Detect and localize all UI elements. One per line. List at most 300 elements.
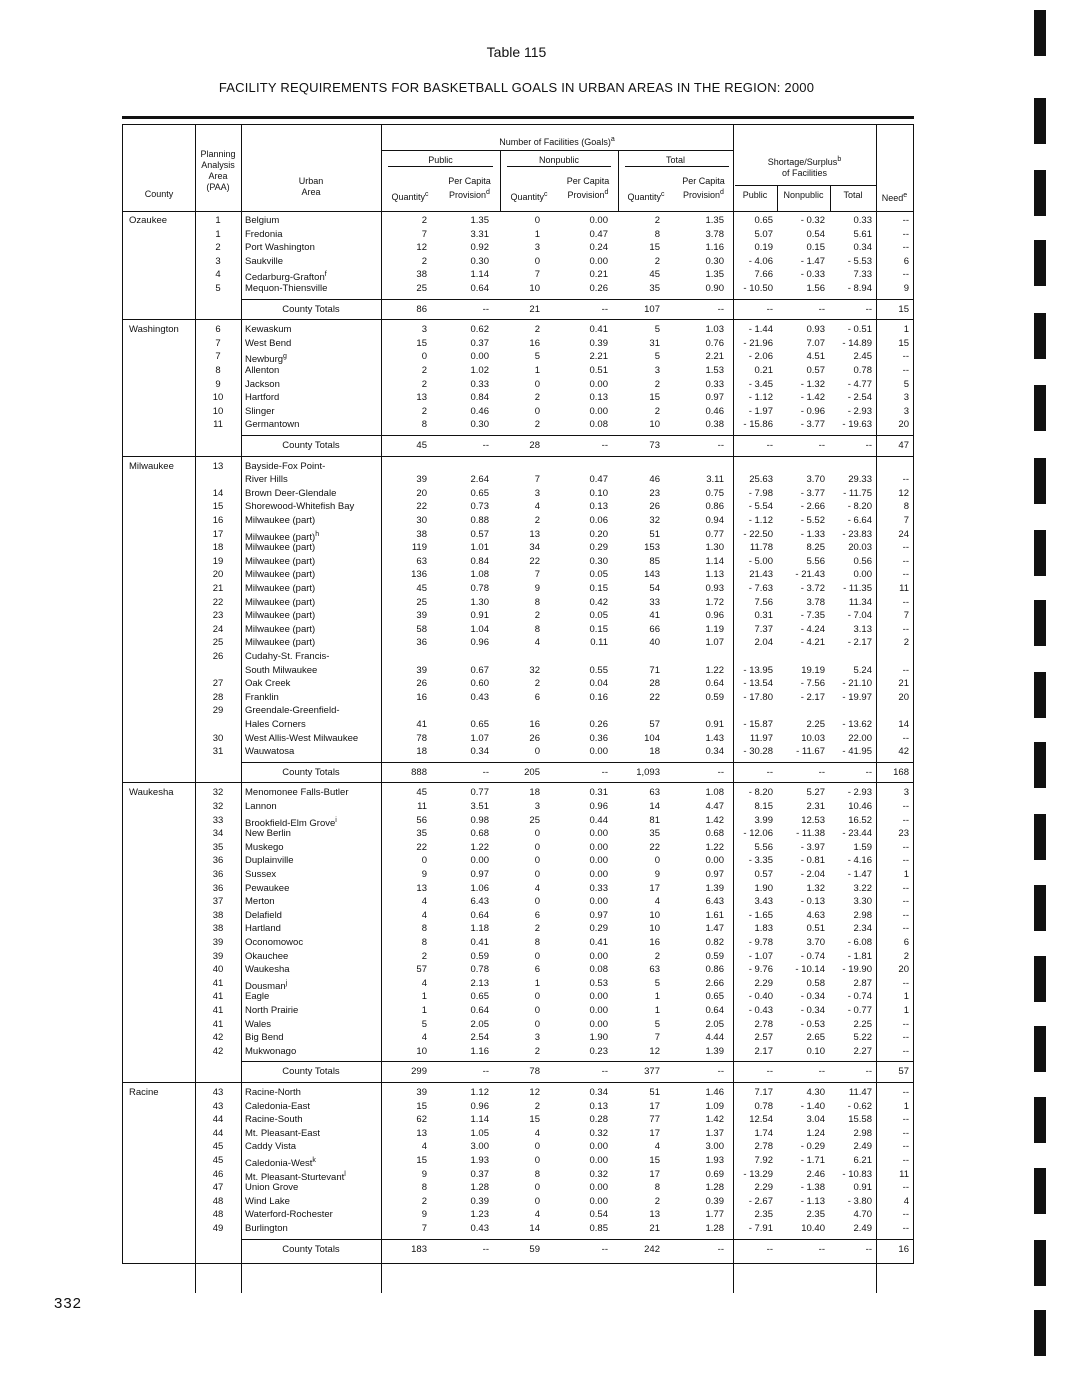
public-per-capita-cell bbox=[439, 1141, 489, 1152]
cell-value: - 0.40 bbox=[748, 991, 773, 1003]
cell-value: 0.64 bbox=[705, 1005, 724, 1016]
nonpublic-per-capita-cell bbox=[558, 324, 608, 335]
cell-value: 4.30 bbox=[806, 1087, 825, 1098]
cell-value: - 12.06 bbox=[743, 828, 773, 840]
cell-value: 0.34 bbox=[470, 746, 489, 758]
cell-value: 13 bbox=[649, 1209, 660, 1221]
cell-value: 0.65 bbox=[470, 719, 489, 730]
cell-value: 51 bbox=[649, 1087, 660, 1098]
cell-value: 3.00 bbox=[470, 1141, 489, 1153]
cell-value: 13 bbox=[416, 392, 427, 404]
total-per-capita-cell bbox=[674, 991, 724, 1002]
shortage-total-cell bbox=[830, 242, 872, 253]
total-per-capita-cell bbox=[674, 869, 724, 880]
total-quantity-cell bbox=[618, 610, 660, 621]
shortage-public-cell bbox=[733, 1169, 773, 1180]
cell-value: 56 bbox=[416, 814, 427, 826]
paa-cell bbox=[195, 978, 241, 989]
paa-cell bbox=[195, 855, 241, 866]
public-per-capita-cell bbox=[439, 542, 489, 553]
cell-value: 22 bbox=[649, 691, 660, 703]
shortage-public-cell bbox=[733, 474, 773, 485]
cell-value: 33 bbox=[649, 596, 660, 608]
nonpublic-quantity-cell bbox=[500, 215, 540, 226]
shortage-public-cell bbox=[733, 515, 773, 526]
shortage-public-cell bbox=[733, 869, 773, 880]
cell-value: 15 bbox=[529, 1114, 540, 1126]
cell-value: 0.00 bbox=[853, 569, 872, 581]
cell-value: 0.65 bbox=[705, 991, 724, 1003]
cell-value: 0.00 bbox=[589, 746, 608, 758]
need-cell bbox=[876, 1141, 909, 1152]
public-quantity-cell bbox=[381, 1141, 427, 1152]
nonpublic-quantity-cell bbox=[500, 883, 540, 894]
nonpublic-per-capita-cell bbox=[558, 283, 608, 294]
county-totals-cell: -- bbox=[766, 1066, 773, 1078]
cell-value: 0 bbox=[654, 855, 660, 867]
cell-value: - 2.93 bbox=[847, 787, 872, 799]
total-per-capita-cell bbox=[674, 1141, 724, 1152]
public-per-capita-cell bbox=[439, 1223, 489, 1234]
cell-value: - 13.95 bbox=[743, 664, 773, 676]
nonpublic-quantity-cell bbox=[500, 597, 540, 608]
shortage-total-cell bbox=[830, 1182, 872, 1193]
cell-value: 0.30 bbox=[470, 419, 489, 431]
cell-value: - 5.53 bbox=[847, 255, 872, 267]
nonpublic-per-capita-cell bbox=[558, 692, 608, 703]
shortage-public-cell bbox=[733, 269, 773, 280]
cell-value: Newburg bbox=[245, 354, 284, 366]
cell-value: - 19.63 bbox=[842, 419, 872, 431]
urban-area-cell bbox=[245, 624, 381, 635]
shortage-public-cell bbox=[733, 1101, 773, 1112]
total-quantity-cell bbox=[618, 801, 660, 812]
public-quantity-cell bbox=[381, 283, 427, 294]
shortage-total-cell bbox=[830, 597, 872, 608]
nonpublic-per-capita-cell bbox=[558, 1182, 608, 1193]
public-per-capita-cell bbox=[439, 1209, 489, 1220]
need-cell bbox=[876, 556, 909, 567]
urban-area-cell bbox=[245, 869, 381, 880]
need-cell bbox=[876, 392, 909, 403]
cell-value: 2.45 bbox=[853, 351, 872, 363]
cell-value: 0.39 bbox=[470, 1195, 489, 1207]
cell-value: 0.91 bbox=[853, 1182, 872, 1194]
cell-value: 1.35 bbox=[705, 215, 724, 226]
cell-value: 12 bbox=[416, 242, 427, 254]
cell-value: 0.68 bbox=[705, 828, 724, 840]
need-cell bbox=[876, 338, 909, 349]
shortage-total-cell bbox=[830, 896, 872, 907]
cell-value: 0.00 bbox=[589, 1182, 608, 1194]
paa-cell bbox=[195, 828, 241, 839]
cell-value: 71 bbox=[649, 664, 660, 676]
cell-value: 5 bbox=[903, 378, 909, 390]
cell-value: - 9.76 bbox=[748, 964, 773, 976]
shortage-nonpublic-cell bbox=[777, 815, 825, 826]
registration-mark bbox=[1034, 458, 1046, 504]
cell-value: 15 bbox=[416, 1155, 427, 1166]
need-cell bbox=[876, 488, 909, 499]
public-quantity-cell bbox=[381, 597, 427, 608]
cell-value: 5.61 bbox=[853, 228, 872, 240]
total-quantity-cell bbox=[618, 787, 660, 798]
shortage-total-cell bbox=[830, 1169, 872, 1180]
shortage-public-cell bbox=[733, 815, 773, 826]
need-cell bbox=[876, 229, 909, 240]
paa-cell bbox=[195, 1032, 241, 1043]
header-nonpublic: Nonpublic bbox=[538, 155, 580, 165]
header-s-total: Total bbox=[843, 190, 863, 200]
cell-value: 1.03 bbox=[705, 324, 724, 336]
county-totals-cell: 57 bbox=[898, 1066, 909, 1078]
cell-value: - 13.62 bbox=[842, 719, 872, 730]
paa-cell bbox=[195, 461, 241, 472]
cell-value: 43 bbox=[212, 1100, 224, 1112]
cell-value: 0.58 bbox=[806, 977, 825, 989]
urban-area-cell bbox=[245, 1101, 381, 1112]
cell-value: - 6.64 bbox=[847, 515, 872, 526]
nonpublic-per-capita-cell bbox=[558, 242, 608, 253]
cell-value: -- bbox=[902, 1141, 909, 1153]
shortage-public-cell bbox=[733, 1128, 773, 1139]
cell-value: 7 bbox=[903, 515, 909, 526]
public-quantity-cell bbox=[381, 1019, 427, 1030]
total-per-capita-cell bbox=[674, 923, 724, 934]
paa-cell bbox=[195, 419, 241, 430]
cell-value: 14 bbox=[649, 801, 660, 812]
cell-value: 11 bbox=[899, 583, 909, 594]
public-per-capita-cell bbox=[439, 283, 489, 294]
urban-area-cell bbox=[245, 283, 381, 294]
public-quantity-cell bbox=[381, 719, 427, 730]
paa-cell bbox=[195, 365, 241, 376]
total-per-capita-cell bbox=[674, 1005, 724, 1016]
cell-value: 22.00 bbox=[848, 732, 872, 744]
shortage-nonpublic-cell bbox=[777, 937, 825, 948]
total-per-capita-cell bbox=[674, 1182, 724, 1193]
public-quantity-cell bbox=[381, 991, 427, 1002]
urban-area-cell bbox=[245, 610, 381, 621]
cell-value: - 0.74 bbox=[847, 991, 872, 1003]
paa-cell bbox=[195, 242, 241, 253]
cell-value: 23 bbox=[649, 487, 660, 499]
nonpublic-per-capita-cell bbox=[558, 379, 608, 390]
cell-value: 0.23 bbox=[589, 1045, 608, 1057]
paa-cell bbox=[195, 1196, 241, 1207]
nonpublic-quantity-cell bbox=[500, 324, 540, 335]
total-quantity-cell bbox=[618, 351, 660, 362]
cell-value: 38 bbox=[212, 923, 224, 935]
shortage-total-cell bbox=[830, 964, 872, 975]
county-totals-cell: 73 bbox=[649, 440, 660, 451]
header-county: County bbox=[144, 189, 174, 199]
total-per-capita-cell bbox=[674, 474, 724, 485]
public-per-capita-cell bbox=[439, 242, 489, 253]
cell-value: - 0.81 bbox=[800, 855, 825, 867]
cell-value: 41 bbox=[212, 991, 224, 1003]
cell-value: - 9.78 bbox=[748, 937, 773, 948]
cell-value: 2 bbox=[534, 678, 540, 690]
cell-value: 0.97 bbox=[705, 869, 724, 880]
cell-value: 0.42 bbox=[589, 596, 608, 608]
cell-value: - 3.35 bbox=[748, 855, 773, 867]
urban-area-cell bbox=[245, 815, 381, 829]
urban-area-cell bbox=[245, 461, 381, 472]
paa-cell bbox=[195, 1155, 241, 1166]
urban-area-cell bbox=[245, 1182, 381, 1193]
urban-area-cell bbox=[245, 501, 381, 512]
public-quantity-cell bbox=[381, 842, 427, 853]
cell-value: 10.03 bbox=[801, 732, 825, 744]
cell-value: -- bbox=[902, 882, 909, 894]
cell-value: 0.36 bbox=[589, 732, 608, 744]
public-per-capita-cell bbox=[439, 556, 489, 567]
shortage-nonpublic-cell bbox=[777, 1032, 825, 1043]
total-per-capita-cell bbox=[674, 351, 724, 362]
shortage-public-cell bbox=[733, 488, 773, 499]
cell-value: 35 bbox=[416, 828, 427, 840]
cell-value: -- bbox=[902, 801, 909, 812]
cell-value: -- bbox=[902, 1155, 909, 1166]
need-cell bbox=[876, 855, 909, 866]
cell-value: 7.56 bbox=[754, 596, 773, 608]
cell-value: 0.96 bbox=[470, 637, 489, 649]
cell-value: 78 bbox=[416, 732, 427, 744]
need-cell bbox=[876, 515, 909, 526]
urban-area-cell bbox=[245, 842, 381, 853]
total-per-capita-cell bbox=[674, 392, 724, 403]
cell-value: 15 bbox=[649, 392, 660, 404]
cell-value: Allenton bbox=[245, 365, 280, 376]
public-per-capita-cell bbox=[439, 842, 489, 853]
county-totals-label: County Totals bbox=[282, 440, 340, 451]
shortage-nonpublic-cell bbox=[777, 406, 825, 417]
county-totals-cell: 205 bbox=[524, 766, 540, 778]
total-quantity-cell bbox=[618, 678, 660, 689]
urban-area-cell bbox=[245, 991, 381, 1002]
paa-cell bbox=[195, 324, 241, 335]
county-totals-cell: -- bbox=[818, 303, 825, 315]
total-quantity-cell bbox=[618, 746, 660, 757]
shortage-total-cell bbox=[830, 515, 872, 526]
public-per-capita-cell bbox=[439, 1169, 489, 1180]
cell-value: - 0.51 bbox=[847, 324, 872, 336]
public-per-capita-cell bbox=[439, 1087, 489, 1098]
cell-value: - 0.13 bbox=[800, 896, 825, 908]
urban-area-cell bbox=[245, 910, 381, 921]
cell-value: - 19.90 bbox=[842, 964, 872, 976]
cell-value: 2.05 bbox=[470, 1018, 489, 1030]
cell-value: 49 bbox=[212, 1223, 224, 1234]
public-quantity-cell bbox=[381, 678, 427, 689]
cell-value: Milwaukee (part) bbox=[245, 596, 316, 608]
need-cell bbox=[876, 1128, 909, 1139]
cell-value: 1.93 bbox=[470, 1155, 489, 1166]
total-per-capita-cell bbox=[674, 229, 724, 240]
cell-value: 0.32 bbox=[589, 1127, 608, 1139]
cell-value: - 10.83 bbox=[842, 1168, 872, 1180]
public-per-capita-cell bbox=[439, 269, 489, 280]
shortage-total-cell bbox=[830, 1155, 872, 1166]
shortage-total-cell bbox=[830, 1046, 872, 1057]
cell-value: 13 bbox=[212, 460, 224, 472]
total-per-capita-cell bbox=[674, 692, 724, 703]
nonpublic-quantity-cell bbox=[500, 869, 540, 880]
cell-value: 3.78 bbox=[806, 596, 825, 608]
total-per-capita-cell bbox=[674, 1128, 724, 1139]
shortage-nonpublic-cell bbox=[777, 351, 825, 362]
total-quantity-cell bbox=[618, 229, 660, 240]
section-rule bbox=[123, 319, 913, 320]
shortage-nonpublic-cell bbox=[777, 501, 825, 512]
cell-value: 17 bbox=[212, 528, 224, 540]
urban-area-cell bbox=[245, 1114, 381, 1125]
paa-cell bbox=[195, 1101, 241, 1112]
public-per-capita-cell bbox=[439, 883, 489, 894]
public-quantity-cell bbox=[381, 529, 427, 540]
county-totals-cell: -- bbox=[482, 766, 489, 778]
cell-value: - 1.97 bbox=[748, 405, 773, 417]
cell-value: 0.15 bbox=[806, 242, 825, 254]
cell-value: 0.64 bbox=[470, 283, 489, 294]
public-quantity-cell bbox=[381, 406, 427, 417]
cell-value: 30 bbox=[212, 732, 224, 744]
cell-value: - 4.77 bbox=[847, 378, 872, 390]
shortage-public-cell bbox=[733, 964, 773, 975]
cell-value: 0.26 bbox=[589, 719, 608, 730]
shortage-nonpublic-cell bbox=[777, 978, 825, 989]
cell-value: 20 bbox=[416, 487, 427, 499]
nonpublic-quantity-cell bbox=[500, 991, 540, 1002]
county-totals-label: County Totals bbox=[282, 303, 340, 315]
cell-value: 11.78 bbox=[749, 542, 773, 554]
shortage-public-cell bbox=[733, 324, 773, 335]
public-per-capita-cell bbox=[439, 719, 489, 730]
county-totals-cell: -- bbox=[865, 766, 872, 778]
cell-value: Big Bend bbox=[245, 1032, 284, 1044]
cell-value: - 2.93 bbox=[847, 405, 872, 417]
cell-value: 2 bbox=[534, 1045, 540, 1057]
public-per-capita-cell bbox=[439, 951, 489, 962]
cell-value: 3.78 bbox=[705, 228, 724, 240]
cell-value: - 1.32 bbox=[800, 378, 825, 390]
cell-value: 21.43 bbox=[749, 569, 773, 581]
cell-value: 3.99 bbox=[754, 814, 773, 826]
cell-value: 0.94 bbox=[705, 515, 724, 526]
registration-mark bbox=[1034, 170, 1046, 216]
totals-rule bbox=[241, 1239, 913, 1240]
cell-value: 0.46 bbox=[470, 405, 489, 417]
cell-value: 0.37 bbox=[470, 337, 489, 349]
cell-value: 0.65 bbox=[470, 487, 489, 499]
cell-value: 16 bbox=[649, 937, 660, 948]
nonpublic-per-capita-cell bbox=[558, 351, 608, 362]
total-per-capita-cell bbox=[674, 379, 724, 390]
cell-value: 38 bbox=[212, 909, 224, 921]
paa-cell bbox=[195, 1087, 241, 1098]
cell-value: 19.19 bbox=[801, 664, 825, 676]
cell-value: 46 bbox=[649, 474, 660, 486]
cell-value: 0 bbox=[534, 378, 540, 390]
cell-value: - 0.43 bbox=[748, 1005, 773, 1016]
county-totals-cell: 78 bbox=[529, 1066, 540, 1078]
urban-area-cell bbox=[245, 338, 381, 349]
cell-value: 0.55 bbox=[589, 664, 608, 676]
shortage-nonpublic-cell bbox=[777, 787, 825, 798]
cell-value: 0.16 bbox=[589, 691, 608, 703]
public-quantity-cell bbox=[381, 501, 427, 512]
total-per-capita-cell bbox=[674, 365, 724, 376]
cell-value: Greendale-Greenfield- bbox=[245, 705, 340, 717]
cell-value: 1.83 bbox=[754, 923, 773, 935]
total-quantity-cell bbox=[618, 283, 660, 294]
shortage-public-cell bbox=[733, 665, 773, 676]
header-quantity: Quantity$^c$ bbox=[391, 191, 429, 202]
total-quantity-cell bbox=[618, 964, 660, 975]
cell-value: 0.68 bbox=[470, 828, 489, 840]
cell-value: 0.57 bbox=[470, 528, 489, 540]
shortage-total-cell bbox=[830, 1196, 872, 1207]
cell-value: 0.00 bbox=[589, 1018, 608, 1030]
paa-cell bbox=[195, 937, 241, 948]
shortage-total-cell bbox=[830, 883, 872, 894]
paa-cell bbox=[195, 1019, 241, 1030]
cell-value: 8 bbox=[215, 365, 221, 376]
cell-value: 1.28 bbox=[705, 1223, 724, 1234]
nonpublic-quantity-cell bbox=[500, 815, 540, 826]
nonpublic-per-capita-cell bbox=[558, 842, 608, 853]
cell-value: 104 bbox=[644, 732, 660, 744]
urban-area-cell bbox=[245, 692, 381, 703]
cell-value: 2 bbox=[654, 378, 660, 390]
nonpublic-quantity-cell bbox=[500, 923, 540, 934]
cell-value: 0.73 bbox=[470, 501, 489, 513]
total-quantity-cell bbox=[618, 583, 660, 594]
cell-value: 8.25 bbox=[806, 542, 825, 554]
urban-area-cell bbox=[245, 1209, 381, 1220]
shortage-public-cell bbox=[733, 1046, 773, 1057]
nonpublic-per-capita-cell bbox=[558, 787, 608, 798]
cell-value: 45 bbox=[416, 583, 427, 594]
shortage-nonpublic-cell bbox=[777, 515, 825, 526]
urban-area-cell bbox=[245, 1141, 381, 1152]
cell-value: 6.43 bbox=[705, 896, 724, 908]
county-totals-cell: -- bbox=[766, 1243, 773, 1255]
cell-value: 1 bbox=[215, 215, 221, 226]
nonpublic-quantity-cell bbox=[500, 283, 540, 294]
cell-value: 5 bbox=[421, 1018, 427, 1030]
shortage-public-cell bbox=[733, 1141, 773, 1152]
nonpublic-per-capita-cell bbox=[558, 501, 608, 512]
nonpublic-quantity-cell bbox=[500, 392, 540, 403]
public-quantity-cell bbox=[381, 556, 427, 567]
total-quantity-cell bbox=[618, 515, 660, 526]
cell-value: 9 bbox=[421, 1168, 427, 1180]
cell-value: Union Grove bbox=[245, 1182, 299, 1194]
cell-value: 0.93 bbox=[806, 324, 825, 336]
cell-value: 2.05 bbox=[705, 1018, 724, 1030]
cell-value: 1.06 bbox=[470, 882, 489, 894]
total-quantity-cell bbox=[618, 637, 660, 648]
total-per-capita-cell bbox=[674, 542, 724, 553]
total-quantity-cell bbox=[618, 624, 660, 635]
cell-value: - 1.38 bbox=[800, 1182, 825, 1194]
urban-area-cell bbox=[245, 256, 381, 267]
shortage-public-cell bbox=[733, 1182, 773, 1193]
shortage-public-cell bbox=[733, 597, 773, 608]
total-quantity-cell bbox=[618, 855, 660, 866]
